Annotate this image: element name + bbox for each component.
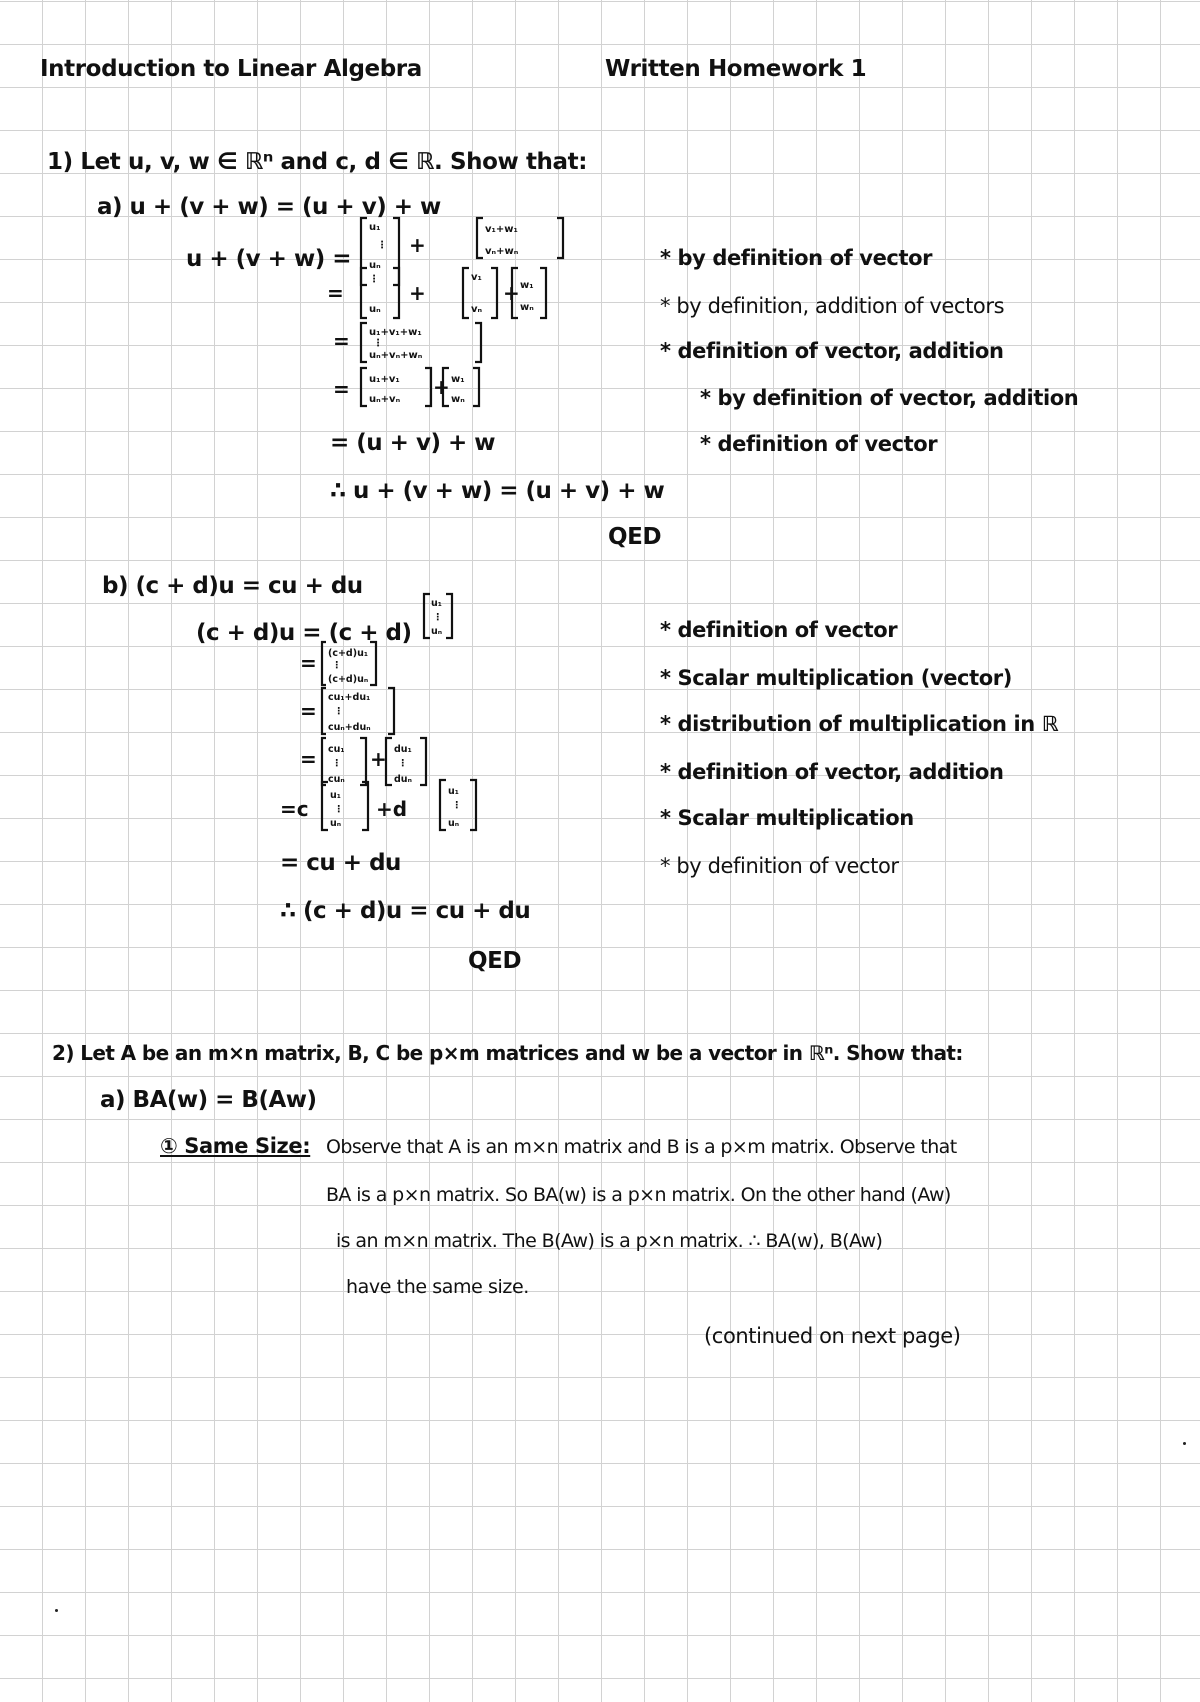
problem-2a-heading: a) BA(w) = B(Aw) <box>100 1087 317 1113</box>
svg-text:uₙ: uₙ <box>369 304 381 315</box>
problem-2a-line: BA is a p×n matrix. So BA(w) is a p×n matrix. On the other hand (Aw) <box>326 1184 951 1206</box>
svg-text:⋮: ⋮ <box>377 240 387 251</box>
continued-note: (continued on next page) <box>704 1324 961 1348</box>
problem-1b-note: * by definition of vector <box>660 854 899 878</box>
svg-text:u₁: u₁ <box>369 222 381 233</box>
svg-text:⋮: ⋮ <box>452 800 462 811</box>
svg-text:(c+d)uₙ: (c+d)uₙ <box>328 674 369 685</box>
svg-text:(c+d)u₁: (c+d)u₁ <box>328 648 368 659</box>
problem-1b-note: * Scalar multiplication <box>660 806 914 830</box>
svg-text:⋮: ⋮ <box>334 804 344 815</box>
course-title: Introduction to Linear Algebra <box>40 56 422 82</box>
svg-text:wₙ: wₙ <box>451 394 465 405</box>
svg-text:u₁+v₁: u₁+v₁ <box>369 374 400 385</box>
svg-text:u₁+v₁+w₁: u₁+v₁+w₁ <box>369 327 422 338</box>
svg-text:du₁: du₁ <box>394 744 412 755</box>
problem-2a-line: have the same size. <box>346 1276 529 1298</box>
pen-dot <box>55 1609 58 1612</box>
problem-1b-note: * definition of vector, addition <box>660 760 1004 784</box>
svg-text:⋮: ⋮ <box>332 660 342 671</box>
problem-1b-heading: b) (c + d)u = cu + du <box>102 573 363 599</box>
svg-text:+d: +d <box>376 797 408 821</box>
problem-1b-matrix-sketch <box>270 590 500 840</box>
svg-text:=: = <box>300 747 317 771</box>
svg-text:=: = <box>327 281 344 305</box>
svg-text:uₙ+vₙ+wₙ: uₙ+vₙ+wₙ <box>369 350 423 361</box>
problem-2a-label: ① Same Size: <box>160 1134 311 1158</box>
svg-text:=: = <box>333 377 350 401</box>
svg-text:u₁: u₁ <box>330 790 341 801</box>
svg-text:uₙ: uₙ <box>448 818 460 829</box>
problem-1a-note: * definition of vector, addition <box>660 339 1004 363</box>
problem-1b-note: * distribution of multiplication in ℝ <box>660 712 1059 736</box>
svg-text:uₙ: uₙ <box>431 626 443 637</box>
svg-text:cuₙ: cuₙ <box>328 774 345 785</box>
svg-text:=: = <box>300 699 317 723</box>
assignment-title: Written Homework 1 <box>605 56 867 82</box>
svg-text:duₙ: duₙ <box>394 774 412 785</box>
svg-text:⋮: ⋮ <box>398 758 408 769</box>
problem-1a-qed: QED <box>608 524 662 550</box>
problem-1a-heading: a) u + (v + w) = (u + v) + w <box>97 194 441 220</box>
svg-text:uₙ: uₙ <box>330 818 342 829</box>
svg-text:w₁: w₁ <box>451 374 465 385</box>
svg-text:wₙ: wₙ <box>520 302 534 313</box>
svg-text:+: + <box>409 281 426 305</box>
svg-text:+: + <box>433 375 450 399</box>
problem-1a-note: * definition of vector <box>700 432 938 456</box>
svg-text:=: = <box>333 329 350 353</box>
problem-1a-conclusion: ∴ u + (v + w) = (u + v) + w <box>330 478 665 504</box>
problem-1b-qed: QED <box>468 948 522 974</box>
problem-1b-conclusion: ∴ (c + d)u = cu + du <box>280 898 531 924</box>
problem-2a-line: Observe that A is an m×n matrix and B is a p×m matrix. Observe that <box>326 1136 957 1158</box>
svg-text:+: + <box>503 281 520 305</box>
svg-text:uₙ+vₙ: uₙ+vₙ <box>369 394 401 405</box>
svg-text:=: = <box>300 651 317 675</box>
problem-1b-step-5: = cu + du <box>280 850 401 876</box>
svg-text:cu₁+du₁: cu₁+du₁ <box>328 692 371 703</box>
svg-text:+: + <box>409 233 426 257</box>
problem-1b-note: * Scalar multiplication (vector) <box>660 666 1012 690</box>
svg-text:cu₁: cu₁ <box>328 744 345 755</box>
problem-1a-lhs: u + (v + w) = <box>186 246 351 272</box>
pen-dot <box>1183 1442 1186 1445</box>
problem-2-statement: 2) Let A be an m×n matrix, B, C be p×m matrices and w be a vector in ℝⁿ. Show that: <box>52 1041 963 1065</box>
problem-1a-note: * by definition, addition of vectors <box>660 294 1005 318</box>
svg-text:uₙ: uₙ <box>369 260 381 271</box>
problem-2a-line: is an m×n matrix. The B(Aw) is a p×n matrix. ∴ BA(w), B(Aw) <box>336 1230 883 1252</box>
svg-text:⋮: ⋮ <box>334 706 344 717</box>
svg-text:w₁: w₁ <box>520 280 534 291</box>
problem-1b-note: * definition of vector <box>660 618 898 642</box>
problem-1-statement: 1) Let u, v, w ∈ ℝⁿ and c, d ∈ ℝ. Show that: <box>47 149 588 175</box>
problem-1a-note: * by definition of vector <box>660 246 933 270</box>
svg-text:u₁: u₁ <box>448 786 459 797</box>
svg-text:cuₙ+duₙ: cuₙ+duₙ <box>328 722 371 733</box>
problem-1b-lhs: (c + d)u = (c + d) <box>196 620 412 646</box>
svg-text:⋮: ⋮ <box>332 758 342 769</box>
problem-1a-step-5: = (u + v) + w <box>330 430 495 456</box>
svg-text:⋮: ⋮ <box>369 274 379 285</box>
problem-1a-note: * by definition of vector, addition <box>700 386 1079 410</box>
svg-text:+: + <box>370 747 387 771</box>
svg-text:⋮: ⋮ <box>433 612 443 623</box>
svg-text:vₙ: vₙ <box>471 304 483 315</box>
svg-text:⋮: ⋮ <box>373 338 383 349</box>
svg-text:=c: =c <box>280 797 309 821</box>
svg-text:vₙ+wₙ: vₙ+wₙ <box>485 246 519 257</box>
svg-text:v₁: v₁ <box>471 272 482 283</box>
svg-text:v₁+w₁: v₁+w₁ <box>485 224 518 235</box>
svg-text:u₁: u₁ <box>431 598 442 609</box>
